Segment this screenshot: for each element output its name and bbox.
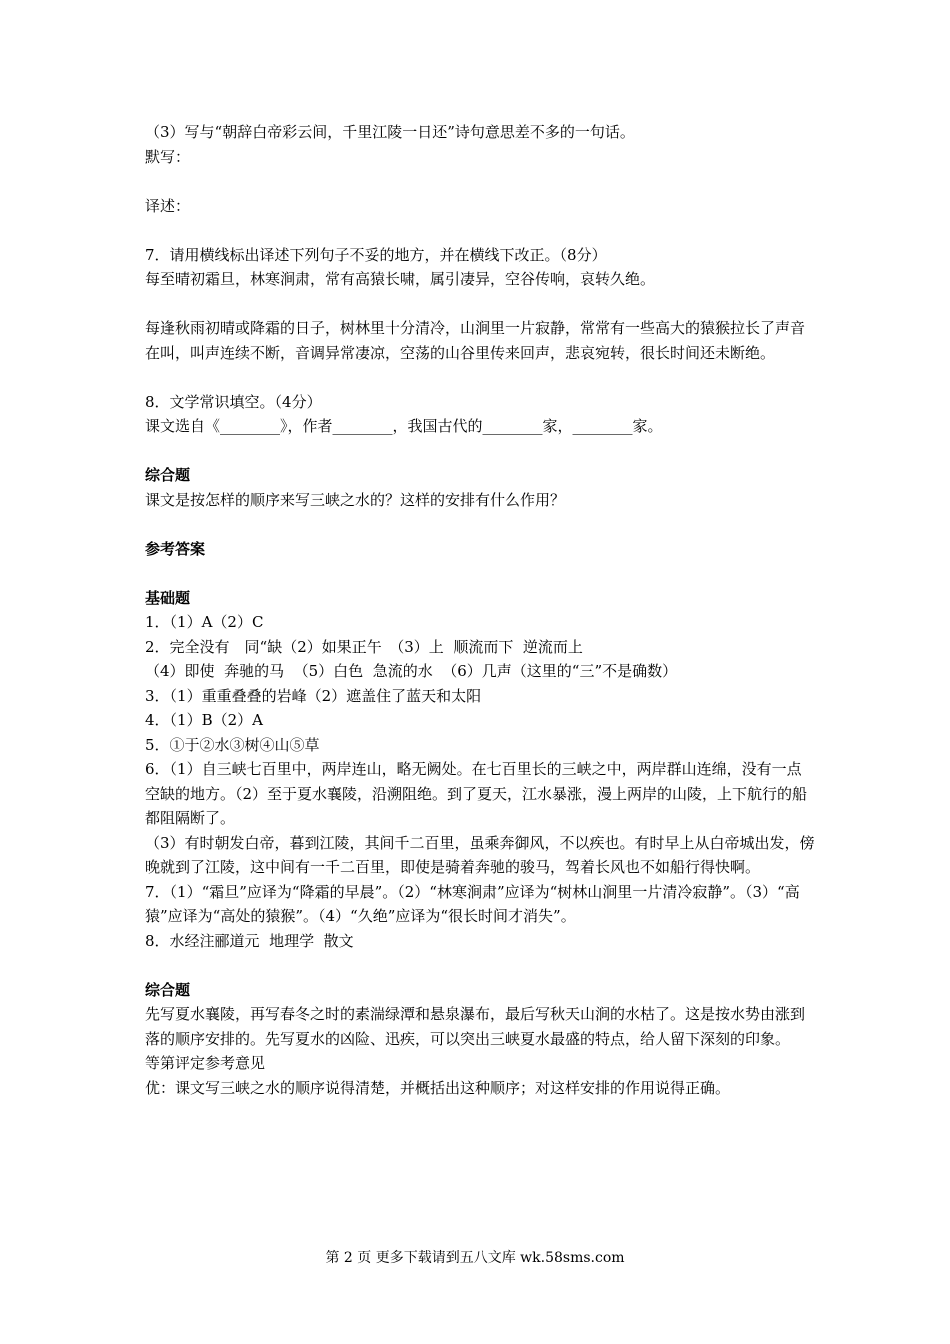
document-body <box>145 120 815 1100</box>
dictation-label: 默写： <box>145 147 191 166</box>
comp-answer-heading: 综合题 <box>145 980 191 999</box>
answer-7: 7．（1）“霜旦”应译为“降霜的早晨”。（2）“林寒涧肃”应译为“树林山涧里一片清冷寂静”。（3）“高猿”应译为“高处的猿猴”。（4）“久绝”应译为“很长时间才消失”。 <box>145 882 800 925</box>
q8-title: 8．文学常识填空。（4分） <box>145 392 322 411</box>
q8-text: 课文选自《________》，作者________，我国古代的________家，________家。 <box>145 417 663 435</box>
answer-2-line1: 2．完全没有 同“缺（2）如果正午 （3）上 顺流而下 逆流而上 <box>145 637 583 656</box>
q6-item3: （3）写与“朝辞白帝彩云间，千里江陵一日还”诗句意思差不多的一句话。 <box>145 123 635 141</box>
comprehensive-question: 课文是按怎样的顺序来写三峡之水的？这样的安排有什么作用？ <box>145 490 566 509</box>
answer-6-part2: （3）有时朝发白帝，暮到江陵，其间千二百里，虽乘奔御风，不以疾也。有时早上从白帝城出发，傍晚就到了江陵，这中间有一千二百里，即使是骑着奔驰的骏马，驾着长风也不如船行得快啊。 <box>145 833 815 876</box>
answer-6-part1: 6．（1）自三峡七百里中，两岸连山，略无阙处。在七百里长的三峡之中，两岸群山连绵，没有一点空缺的地方。（2）至于夏水襄陵，沿溯阻绝。到了夏天，江水暴涨，漫上两岸的山陵，上下航行的船都阻隔断了。 <box>145 760 808 827</box>
answer-5: 5．①于②水③树④山⑤草 <box>145 735 320 754</box>
answer-2-line2: （4）即使 奔驰的马 （5）白色 急流的水 （6）几声（这里的“三”不是确数） <box>145 662 678 680</box>
grading-title: 等第评定参考意见 <box>145 1054 266 1072</box>
answer-1: 1．（1）A（2）C <box>145 613 264 631</box>
basic-heading: 基础题 <box>145 588 191 607</box>
page-footer: 第 2 页 更多下载请到五八文库 wk.58sms.com <box>325 1250 625 1266</box>
answer-4: 4．（1）B（2）A <box>145 711 263 729</box>
paraphrase-label: 译述： <box>145 196 191 215</box>
q7-title: 7．请用横线标出译述下列句子不妥的地方，并在横线下改正。（8分） <box>145 245 607 264</box>
comprehensive-heading: 综合题 <box>145 466 191 484</box>
answer-8: 8．水经注郦道元 地理学 散文 <box>145 931 354 950</box>
grading-excellent: 优：课文写三峡之水的顺序说得清楚，并概括出这种顺序；对这样安排的作用说得正确。 <box>145 1078 731 1097</box>
answers-heading: 参考答案 <box>145 539 206 558</box>
comp-answer: 先写夏水襄陵，再写春冬之时的素湍绿潭和悬泉瀑布，最后写秋天山涧的水枯了。这是按水势由涨到落的顺序安排的。先写夏水的凶险、迅疾，可以突出三峡夏水最盛的特点，给人留下深刻的印象。 <box>145 1005 806 1048</box>
q7-translation: 每逢秋雨初晴或降霜的日子，树林里十分清冷，山涧里一片寂静，常常有一些高大的猿猴拉长了声音在叫，叫声连续不断，音调异常凄凉，空荡的山谷里传来回声，悲哀宛转，很长时间还未断绝。 <box>145 319 806 362</box>
answer-3: 3．（1）重重叠叠的岩峰（2）遮盖住了蓝天和太阳 <box>145 686 482 705</box>
q7-original: 每至晴初霜旦，林寒涧肃，常有高猿长啸，属引凄异，空谷传响，哀转久绝。 <box>145 270 656 288</box>
